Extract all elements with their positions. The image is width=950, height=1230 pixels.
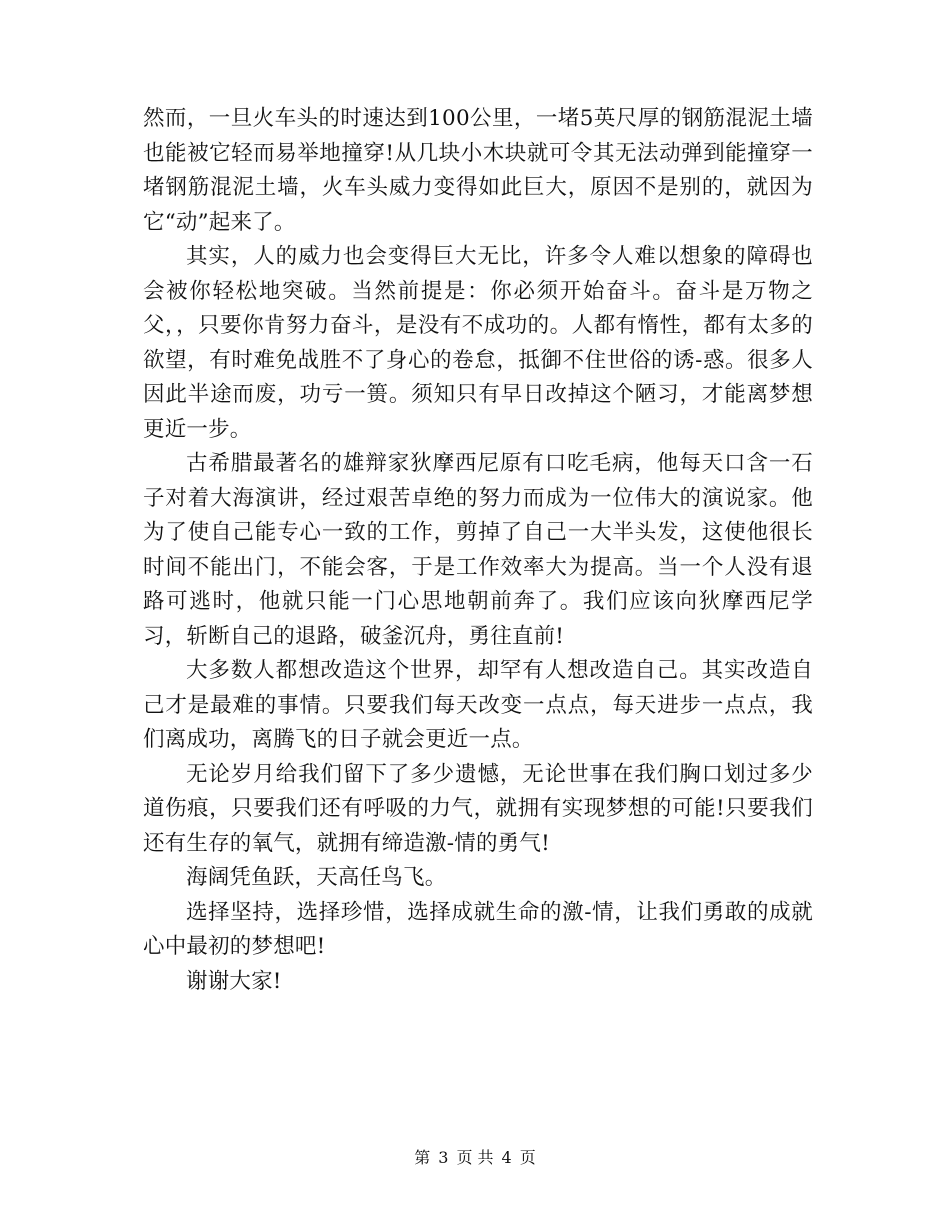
paragraph-5: 无论岁月给我们留下了多少遗憾，无论世事在我们胸口划过多少道伤痕，只要我们还有呼吸的力气，就拥有实现梦想的可能!只要我们还有生存的氧气，就拥有缔造激-情的勇气! <box>143 761 813 856</box>
footer-page-number: 3 <box>438 1148 449 1167</box>
page-footer <box>0 1146 950 1170</box>
footer-prefix: 第 <box>414 1148 431 1167</box>
paragraph-1: 然而，一旦火车头的时速达到100公里，一堵5英尺厚的钢筋混泥土墙也能被它轻而易举地撞穿!从几块小木块就可令其无法动弹到能撞穿一堵钢筋混泥土墙，火车头威力变得如此巨大，原因不是别的，就因为它“动”起来了。 <box>143 106 813 235</box>
paragraph-4: 大多数人都想改造这个世界，却罕有人想改造自己。其实改造自己才是最难的事情。只要我们每天改变一点点，每天进步一点点，我们离成功，离腾飞的日子就会更近一点。 <box>143 658 813 752</box>
paragraph-8: 谢谢大家! <box>186 968 282 994</box>
paragraph-6: 海阔凭鱼跃，天高任鸟飞。 <box>186 865 447 890</box>
footer-suffix: 页 <box>519 1148 536 1167</box>
paragraph-7: 选择坚持，选择珍惜，选择成就生命的激-情，让我们勇敢的成就心中最初的梦想吧! <box>143 899 813 959</box>
paragraph-3: 古希腊最著名的雄辩家狄摩西尼原有口吃毛病，他每天口含一石子对着大海演讲，经过艰苦卓绝的努力而成为一位伟大的演说家。他为了使自己能专心一致的工作，剪掉了自己一大半头发，这使他很长时间不能出门，不能会客，于是工作效率大为提高。当一个人没有退路可逃时，他就只能一门心思地朝前奔了。我们应该向狄摩西尼学习，斩断自己的退路，破釜沉舟，勇往直前! <box>143 451 813 649</box>
footer-middle: 页 共 <box>456 1148 494 1167</box>
paragraph-2: 其实，人的威力也会变得巨大无比，许多令人难以想象的障碍也会被你轻松地突破。当然前提是：你必须开始奋斗。奋斗是万物之父，，只要你肯努力奋斗，是没有不成功的。人都有惰性，都有太多的欲望，有时难免战胜不了身心的卷怠，抵御不住世俗的诱-惑。很多人因此半途而废，功亏一篑。须知只有早日改掉这个陋习，才能离梦想更近一步。 <box>143 244 813 442</box>
footer-total-pages: 4 <box>501 1148 512 1167</box>
document-body <box>143 102 813 999</box>
